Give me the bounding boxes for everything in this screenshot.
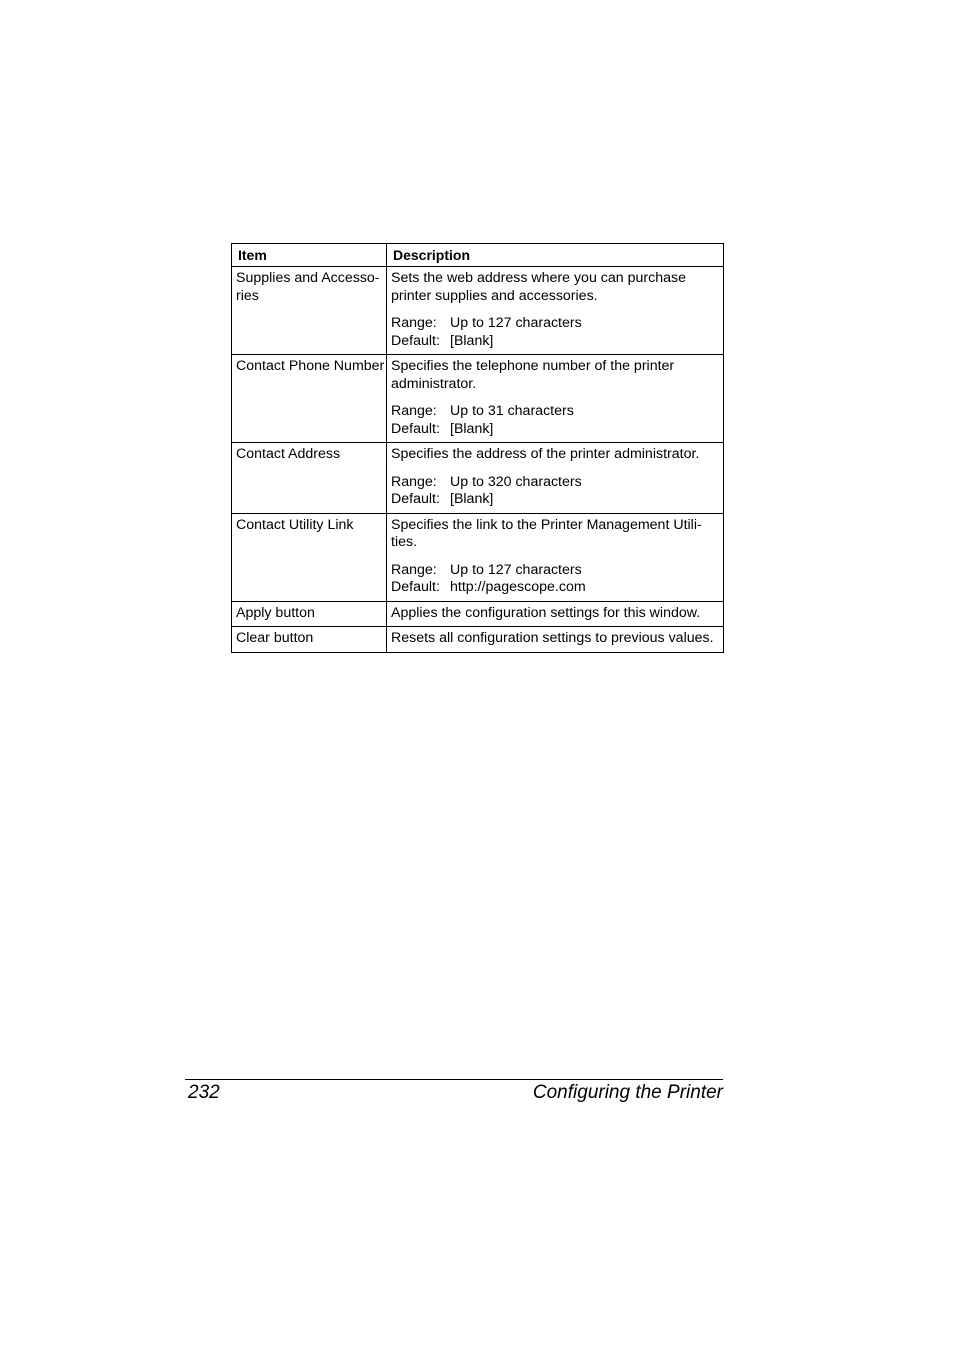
- description-line: Specifies the telephone number of the printer: [391, 358, 675, 374]
- default-label: Default:: [391, 332, 440, 349]
- description-cell: [387, 267, 724, 355]
- range-line: [391, 474, 721, 492]
- description-cell: [387, 627, 724, 653]
- range-line: [391, 403, 721, 421]
- range-line: [391, 562, 721, 580]
- item-name-line: Supplies and Accesso-: [236, 270, 380, 286]
- item-cell: [232, 355, 387, 443]
- description-line: Resets all configuration settings to previous values.: [391, 630, 714, 646]
- table-row: [232, 627, 724, 653]
- range-value: Up to 127 characters: [450, 561, 582, 578]
- page-number: 232: [188, 1082, 220, 1103]
- description-cell: [387, 355, 724, 443]
- item-cell: [232, 443, 387, 514]
- description-line: Specifies the link to the Printer Management Utili-: [391, 516, 702, 533]
- range-label: Range:: [391, 403, 437, 419]
- item-name-line: ries: [236, 287, 259, 304]
- default-line: [391, 333, 721, 351]
- default-value: [Blank]: [450, 491, 494, 507]
- item-name-line: Apply button: [236, 604, 315, 621]
- chapter-title: Configuring the Printer: [532, 1082, 723, 1103]
- default-value: http://pagescope.com: [450, 579, 586, 595]
- range-label: Range:: [391, 561, 437, 578]
- table-row: [232, 355, 724, 443]
- default-label: Default:: [391, 420, 440, 437]
- table-row: [232, 513, 724, 601]
- description-line: Specifies the address of the printer administrator.: [391, 446, 700, 462]
- item-name-line: Clear button: [236, 630, 314, 646]
- item-name-line: Contact Utility Link: [236, 516, 354, 533]
- default-label: Default:: [391, 491, 440, 507]
- column-header-description: Description: [387, 244, 724, 267]
- default-value: [Blank]: [450, 332, 494, 349]
- range-label: Range:: [391, 473, 437, 490]
- range-label: Range:: [391, 315, 437, 331]
- range-value: Up to 31 characters: [450, 403, 574, 419]
- description-line: administrator.: [391, 375, 477, 392]
- range-value: Up to 127 characters: [450, 315, 582, 331]
- default-value: [Blank]: [450, 420, 494, 437]
- item-cell: [232, 601, 387, 627]
- table-row: [232, 267, 724, 355]
- item-name-line: Contact Address: [236, 446, 341, 462]
- item-name-line: Contact Phone Number: [236, 358, 385, 374]
- description-line: Sets the web address where you can purchase: [391, 270, 686, 286]
- description-line: printer supplies and accessories.: [391, 287, 598, 304]
- table-row: [232, 601, 724, 627]
- default-line: [391, 491, 721, 509]
- column-header-item: Item: [232, 244, 387, 267]
- table-row: [232, 443, 724, 514]
- description-line: Applies the configuration settings for this window.: [391, 604, 701, 621]
- range-value: Up to 320 characters: [450, 473, 582, 490]
- item-cell: [232, 513, 387, 601]
- table-header-row: [232, 244, 724, 267]
- description-cell: [387, 513, 724, 601]
- range-line: [391, 315, 721, 333]
- item-cell: [232, 267, 387, 355]
- default-line: [391, 421, 721, 439]
- footer-divider: [185, 1079, 723, 1080]
- item-cell: [232, 627, 387, 653]
- description-cell: [387, 443, 724, 514]
- default-line: [391, 579, 721, 597]
- settings-description-table: [231, 243, 724, 653]
- description-line: ties.: [391, 534, 418, 550]
- default-label: Default:: [391, 579, 440, 595]
- description-cell: [387, 601, 724, 627]
